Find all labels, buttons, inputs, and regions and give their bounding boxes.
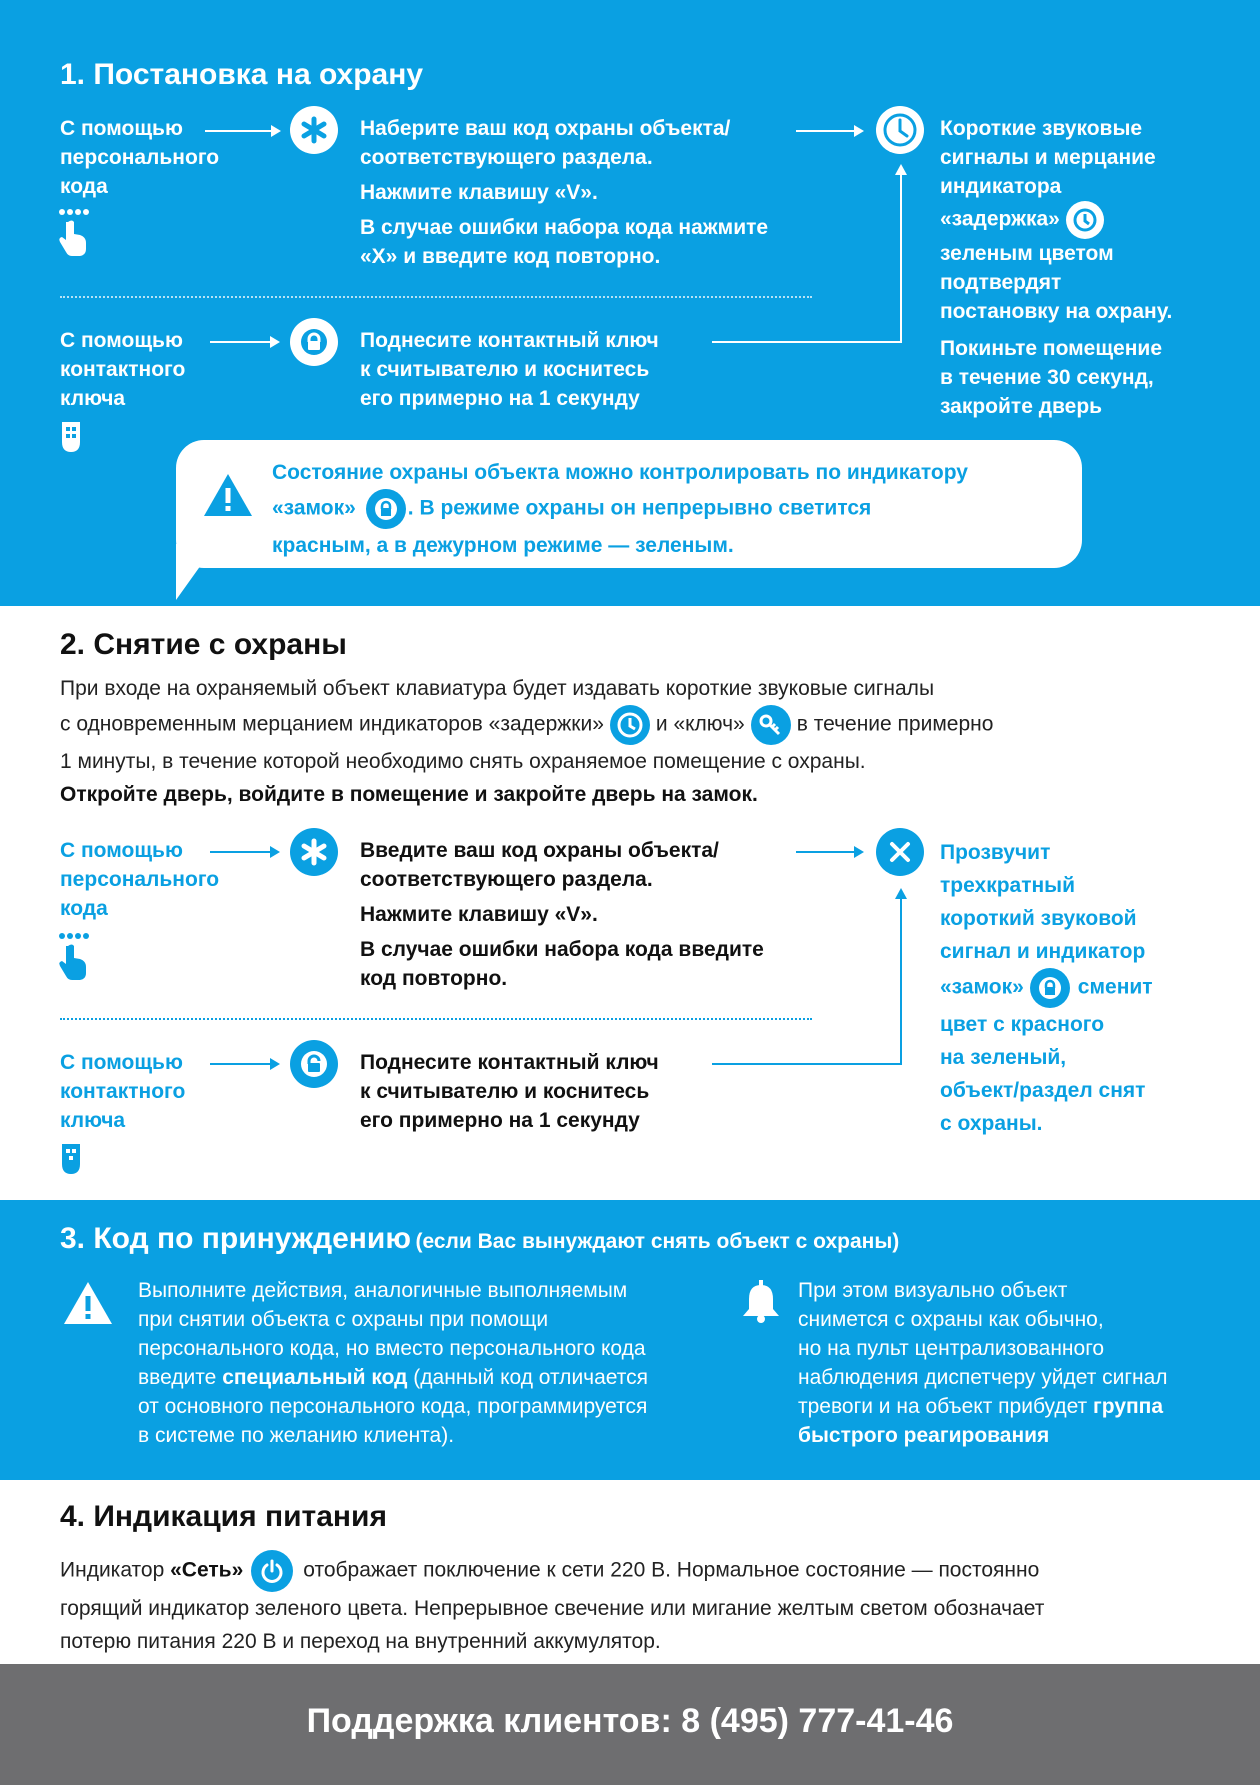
support-footer (0, 1664, 1260, 1785)
section-4-title: 4. Индикация питания (60, 1500, 387, 1533)
personal-code-label: С помощью персонального кода (60, 117, 220, 198)
clock-icon (610, 705, 650, 745)
section-power-indication (0, 1480, 1260, 1664)
connector-line (712, 1063, 902, 1065)
warning-icon (202, 472, 254, 523)
key-icon (751, 705, 791, 745)
bell-icon (740, 1280, 782, 1329)
disarm-intro: При входе на охраняемый объект клавиатура будет издавать короткие звуковые сигналы с одновременным мерцанием индикаторов «задержки» и «ключ» в течение примерно 1 минуты, в течение которой необходимо снять охраняемое помещение с охраны. Откройте дверь, войдите в помещение и закройте дверь на замок. (60, 677, 994, 806)
arming-result-text: Короткие звуковые сигналы и мерцание индикатора «задержка» зеленым цветом подтвердят постановку на охрану. Покиньте помещение в течение 30 секунд, закройте дверь (940, 117, 1173, 418)
arrow (210, 1063, 278, 1065)
bubble-tail (176, 544, 216, 600)
disarm-code-instructions: Введите ваш код охраны объекта/ соответствующего раздела. Нажмите клавишу «V». В случае ошибки набора кода введите код повторно. (360, 839, 764, 990)
asterisk-icon (290, 828, 338, 876)
arming-code-instructions: Наберите ваш код охраны объекта/ соответствующего раздела. Нажмите клавишу «V». В случае ошибки набора кода нажмите «Х» и введите код повторно. (360, 117, 769, 268)
arming-key-instructions: Поднесите контактный ключ к считывателю и коснитесь его примерно на 1 секунду (360, 329, 659, 410)
unlock-icon (290, 1040, 338, 1088)
close-icon (876, 828, 924, 876)
lock-icon (1030, 968, 1070, 1008)
connector-line (900, 172, 902, 343)
section-1-title: 1. Постановка на охрану (60, 58, 424, 91)
divider (60, 1018, 812, 1020)
duress-effect: При этом визуально объект снимется с охраны как обычно, но на пульт централизованного наблюдения диспетчеру уйдет сигнал тревоги и на объект прибудет группа быстрого реагирования (798, 1279, 1168, 1447)
support-phone[interactable]: 8 (495) 777-41-46 (681, 1702, 954, 1740)
section-arming (0, 0, 1260, 606)
key-fob-icon (60, 420, 82, 459)
personal-code-label: С помощью персонального кода (60, 839, 220, 920)
warning-icon (62, 1280, 114, 1331)
power-indication-text: Индикатор «Сеть» отображает поключение к сети 220 В. Нормальное состояние — постоянно горящий индикатор зеленого цвета. Непрерывное свечение или мигание желтым светом обозначает потерю питания 220 В и переход на внутренний аккумулятор. (60, 1550, 1210, 1658)
lock-icon (366, 489, 406, 529)
divider (60, 296, 812, 298)
section-duress-code (0, 1200, 1260, 1480)
clock-icon (876, 106, 924, 154)
disarm-key-instructions: Поднесите контактный ключ к считывателю и коснитесь его примерно на 1 секунду (360, 1051, 659, 1132)
keypad-hand-icon (58, 208, 92, 261)
key-fob-icon (60, 1142, 82, 1181)
contact-key-label: С помощью контактного ключа (60, 1051, 186, 1132)
delay-icon (1066, 201, 1104, 239)
asterisk-icon (290, 106, 338, 154)
lock-icon (290, 318, 338, 366)
arrow (210, 851, 278, 853)
section-disarming (0, 606, 1260, 1200)
support-label: Поддержка клиентов: (306, 1702, 672, 1740)
section-3-title: 3. Код по принуждению (если Вас вынуждают снять объект с охраны) (60, 1222, 900, 1255)
arrow (796, 851, 862, 853)
arrow (796, 130, 862, 132)
arrow (205, 130, 279, 132)
section-2-title: 2. Снятие с охраны (60, 628, 347, 661)
arrow (210, 341, 278, 343)
lock-status-text: Состояние охраны объекта можно контролировать по индикатору «замок» . В режиме охраны он непрерывно светится красным, а в дежурном режиме — зеленым. (272, 461, 968, 557)
power-icon (251, 1550, 293, 1592)
keypad-hand-icon (58, 932, 92, 985)
connector-arrowhead (895, 888, 907, 899)
connector-line (712, 341, 902, 343)
connector-arrowhead (895, 164, 907, 175)
duress-instructions: Выполните действия, аналогичные выполняемым при снятии объекта с охраны при помощи персонального кода, но вместо персонального кода введите специальный код (данный код отличается от основного персонального кода, программируется в системе по желанию клиента). (138, 1279, 649, 1447)
support-line (0, 1702, 1260, 1741)
contact-key-label: С помощью контактного ключа (60, 329, 186, 410)
connector-line (900, 896, 902, 1065)
disarm-result-text: Прозвучит трехкратный короткий звуковой сигнал и индикатор «замок» сменит цвет с красного на зеленый, объект/раздел снят с охраны. (940, 841, 1153, 1135)
